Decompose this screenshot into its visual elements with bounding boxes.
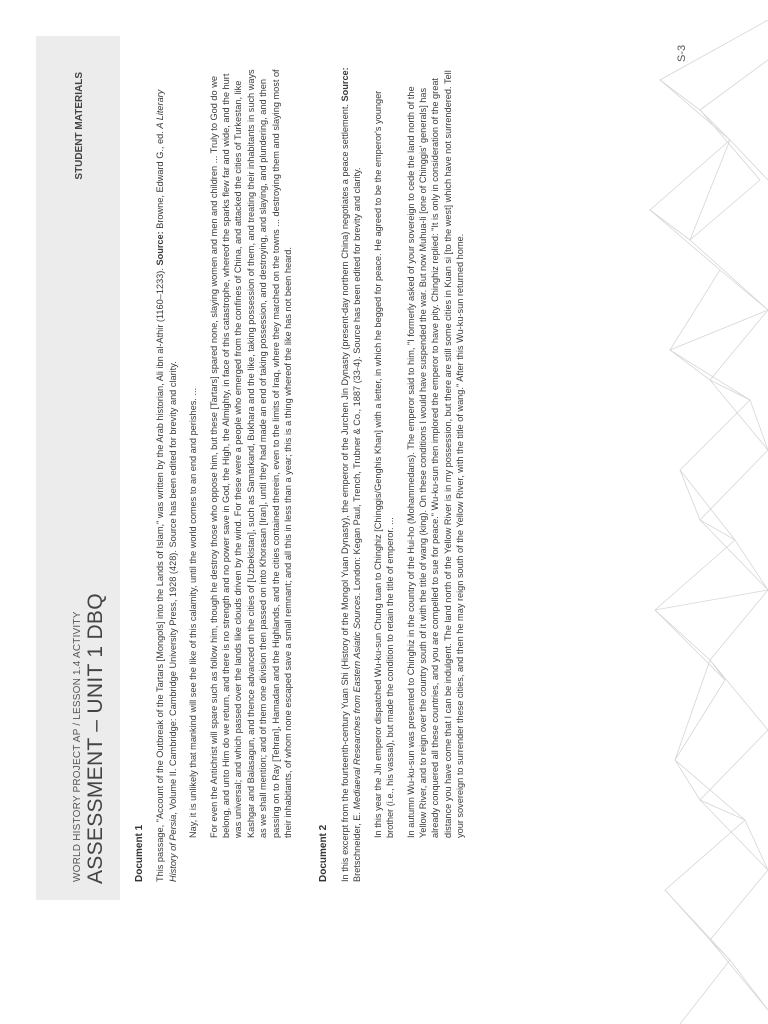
document-2-intro-text: In this excerpt from the fourteenth-century Yuan Shi (History of the Mongol Yuan Dynasty), the emperor of the Jurchen Jin Dynasty (present-day northern China) negotiates a peace settlement. bbox=[339, 104, 350, 882]
document-content bbox=[134, 62, 475, 882]
page-header bbox=[36, 36, 120, 900]
section-gap bbox=[302, 62, 318, 882]
page-number: S-3 bbox=[676, 44, 688, 62]
document-1-intro-text: This passage, "Account of the Outbreak of the Tartars [Mongols] into the Lands of Islam," was written by the Arab historian, Ali ibn al-Athir (1160–1233). bbox=[155, 268, 166, 882]
document-1-intro bbox=[154, 62, 179, 882]
document-2-source-title: Mediaeval Researches from Eastern Asiatic Sources bbox=[352, 595, 363, 810]
rotated-page bbox=[36, 36, 726, 900]
document-2-source-label: Source: bbox=[339, 67, 350, 102]
document-2-paragraph-2: In autumn Wu-ku-sun was presented to Chinghiz in the country of the Hui-ho (Mohammedans). The emperor said to him, "I formerly asked of your sovereign to cede the land north of the Yellow River, and to reign over the country south of it with the title of wang (king). On these conditions I would have suspended the war. But now Muhua-li [one of Chinggis' generals] has already conquered all these countries, and you are compelled to sue for peace." Wu-ku-sun then implored the emperor to have pity. Chinghiz replied: "It is only in consideration of the great distance you have come that I can be indulgent. The land north of the Yellow River is in my possession, but there are still some cities in Kuan si [to the west] which have not surrendered. Tell your sovereign to surrender these cities, and then he may reign south of the Yellow River, with the title of wang." After this Wu-ku-sun returned home. bbox=[405, 70, 466, 838]
document-2-heading: Document 2 bbox=[318, 824, 330, 882]
page-title: ASSESSMENT – UNIT 1 DBQ bbox=[84, 593, 107, 884]
document-2-source-pre: Bretschneider, E. bbox=[352, 812, 363, 882]
document-1-source-post: , Volume II. Cambridge: Cambridge University Press, 1928 (428). Source has been edited for brevity and clarity. bbox=[167, 361, 178, 815]
document-1-source-title: A Literary History of Persia bbox=[155, 89, 178, 882]
lesson-subtitle: WORLD HISTORY PROJECT AP / LESSON 1.4 ACTIVITY bbox=[72, 611, 83, 882]
document-1-source-pre: Browne, Edward G., ed. bbox=[155, 131, 166, 229]
document-1-paragraph-1: Nay, it is unlikely that mankind will see the like of this calamity, until the world comes to an end and perishes. ... bbox=[188, 387, 199, 838]
student-materials-label: STUDENT MATERIALS bbox=[74, 72, 85, 180]
document-1-paragraph-2: For even the Antichrist will spare such as follow him, though he destroy those who oppose him, but these [Tartars] spared none, slaying women and men and children ... Truly to God do we belong, and unto Him do we return, and there is no strength and no power save in God, the High, the Almighty, in face of this catastrophe, whereof the sparks flew far and wide, and the hurt was universal; and which passed over the lands like clouds driven by the wind. For these were a people who emerged from the confines of China, and attacked the cities of Turkestan, like Kashgar and Balasagun, and thence advanced on the cities of [Uzbekistan], such as Samarkand, Bukhara and the like, taking possession of them, and treating their inhabitants in such ways as we shall mention; and of them one division then passed on into Khorasan [Iran], until they had made an end of taking possession, and destroying, and slaying, and plundering, and then passing on to Ray [Tehran], Hamadan and the Highlands, and the cities contained therein, even to the limits of Iraq, where they marched on the towns ... destroying them and slaying most of their inhabitants, of whom none escaped save a small remnant; and all this in less than a year; this is a thing whereof the like has not been heard. bbox=[208, 69, 294, 838]
document-1-heading: Document 1 bbox=[134, 824, 145, 882]
document-2-intro bbox=[339, 62, 364, 882]
document-1-source-label: Source: bbox=[155, 231, 166, 266]
document-2-paragraph-1: In this year the Jin emperor dispatched Wu-ku-sun Chung tuan to Chinghiz [Chinggis/Genghis Khan] with a letter, in which he begged for peace. He agreed to be the emperor's younger brother (i.e., his vassal), but made the condition to retain the title of emperor. ... bbox=[372, 90, 396, 838]
document-2-source-post: . London: Kegan Paul, Trench, Trubner & Co., 1887 (33-4). Source has been edited for brevity and clarity. bbox=[352, 167, 363, 596]
